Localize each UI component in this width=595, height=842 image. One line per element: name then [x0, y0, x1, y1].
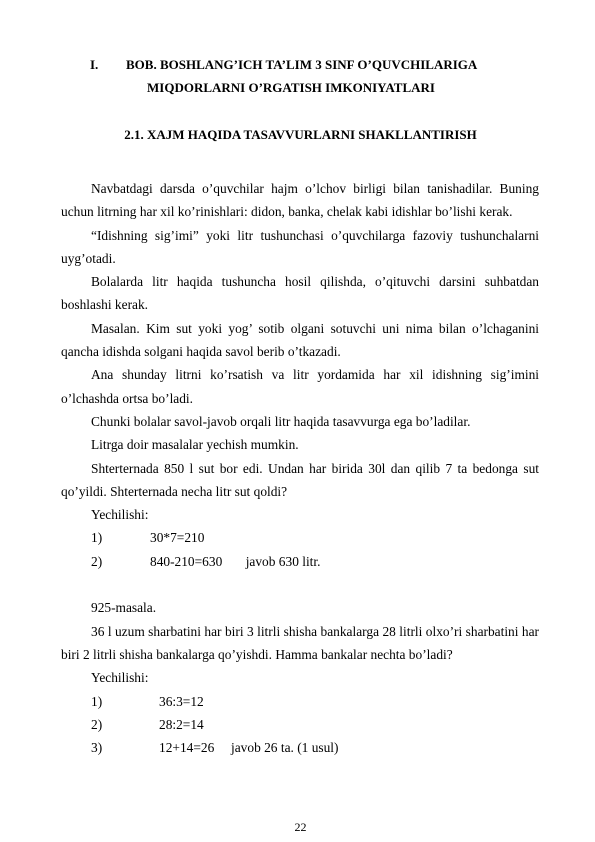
problem-title: 925-masala.	[91, 600, 157, 616]
page-number: 22	[294, 820, 307, 834]
step-expression: 30*7=210	[150, 530, 205, 546]
solution-step	[61, 550, 539, 573]
solution-label: Yechilishi:	[91, 507, 149, 523]
step-number: 2)	[91, 716, 103, 732]
text-line: Litrga doir masalalar yechish mumkin.	[91, 437, 299, 453]
step-number: 3)	[91, 740, 103, 756]
step-number: 1)	[91, 530, 103, 546]
solution-step	[61, 713, 539, 736]
paragraph: Masalan. Kim sut yoki yog’ sotib olgani sotuvchi uni nima bilan o’lchaganini qancha idishda solgani haqida savol berib o’tkazadi.	[61, 320, 539, 360]
paragraph: Navbatdagi darsda o’quvchilar hajm o’lchov birligi bilan tanishadilar. Buning uchun litrning har xil ko’rinishlari: didon, banka, chelak kabi idishlar bo’lishi kerak.	[61, 181, 539, 220]
chapter-title-line1: BOB. BOSHLANG’ICH TA’LIM 3 SINF O’QUVCHILARIGA	[126, 57, 478, 72]
solution-step	[61, 526, 539, 549]
paragraph: Bolalarda litr haqida tushuncha hosil qilishda, o’qituvchi darsini suhbatdan boshlashi kerak.	[61, 274, 539, 313]
solution-step	[61, 690, 539, 713]
problem-text: Shterternada 850 l sut bor edi. Undan har birida 30l dan qilib 7 ta bedonga sut qo’yildi. Shterternada necha litr sut qoldi?	[61, 460, 539, 499]
paragraph: Ana shunday litrni ko’rsatish va litr yordamida har xil idishning sig’imini o’lchashda ortsa bo’ladi.	[61, 367, 539, 406]
chapter-title-line2: MIQDORLARNI O’RGATISH IMKONIYATLARI	[147, 80, 435, 95]
solution-step	[61, 736, 539, 759]
text-line: Chunki bolalar savol-javob orqali litr haqida tasavvurga ega bo’ladilar.	[91, 413, 471, 429]
step-expression: 12+14=26 javob 26 ta. (1 usul)	[159, 740, 339, 756]
spacer	[61, 573, 539, 596]
section-title: 2.1. XAJM HAQIDA TASAVVURLARNI SHAKLLANTIRISH	[124, 127, 477, 142]
step-number: 2)	[91, 553, 103, 569]
step-expression: 840-210=630 javob 630 litr.	[150, 553, 321, 569]
paragraph: “Idishning sig’imi” yoki litr tushunchasi o’quvchilarga fazoviy tushunchalarni uyg’otadi.	[61, 227, 539, 266]
body-text	[61, 177, 539, 759]
step-expression: 28:2=14	[159, 716, 204, 732]
solution-label: Yechilishi:	[91, 670, 149, 686]
step-expression: 36:3=12	[159, 693, 204, 709]
problem-text: 36 l uzum sharbatini har biri 3 litrli shisha bankalarga 28 litrli olxo’ri sharbatini har biri 2 litrli shisha bankalarga qo’yishdi. Hamma bankalar nechta bo’ladi?	[61, 623, 539, 662]
chapter-number: I.	[90, 57, 99, 72]
step-number: 1)	[91, 693, 103, 709]
